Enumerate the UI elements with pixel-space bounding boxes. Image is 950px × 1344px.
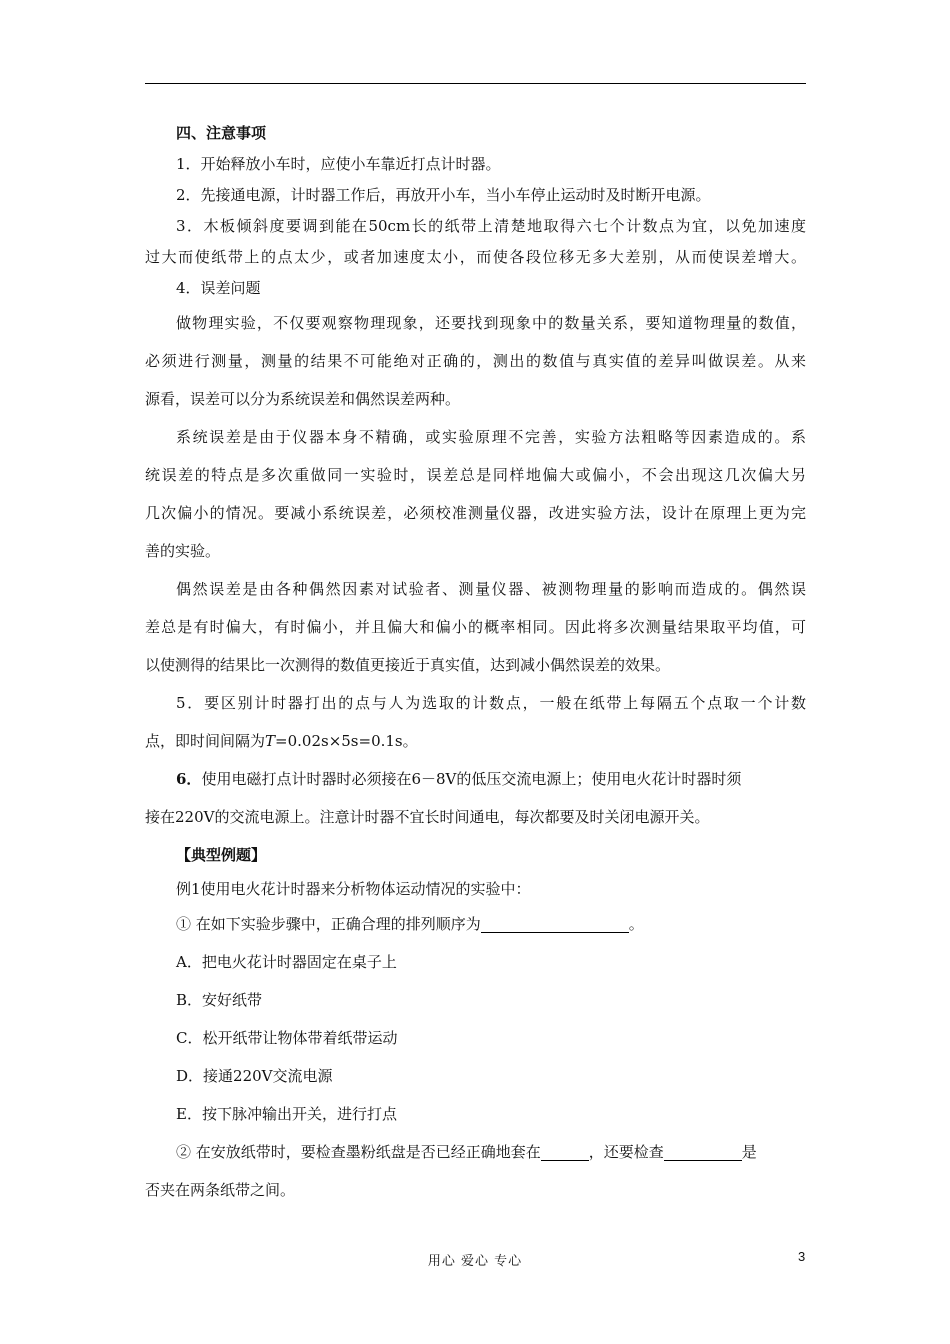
note-item-3-line-2: 过大而使纸带上的点太少，或者加速度太小，而使各段位移无多大差别，从而使误差增大。 xyxy=(145,248,806,266)
note-item-5-line-1: 5．要区别计时器打出的点与人为选取的计数点，一般在纸带上每隔五个点取一个计数 xyxy=(176,694,806,712)
header-rule xyxy=(145,83,806,84)
note-item-6-line-1 xyxy=(145,760,806,798)
note-item-5-line-2 xyxy=(145,722,806,760)
question-2-end: 是 xyxy=(741,1143,757,1161)
page-number: 3 xyxy=(798,1249,806,1264)
note-item-6-text: 使用电磁打点计时器时必须接在6－8V的低压交流电源上；使用电火花计时器时须 xyxy=(201,770,742,788)
error-paragraph-1-line-2: 必须进行测量，测量的结果不可能绝对正确的，测出的数值与真实值的差异叫做误差。从来 xyxy=(145,352,806,370)
question-2-middle: ，还要检查 xyxy=(588,1143,664,1161)
step-d: D．接通220V交流电源 xyxy=(176,1067,333,1085)
page-body xyxy=(145,118,806,1209)
note-item-6-number: 6． xyxy=(176,770,202,788)
systematic-error-line-4: 善的实验。 xyxy=(145,542,221,560)
answer-blank-order[interactable] xyxy=(481,915,629,933)
note-item-3-line-1: 3．木板倾斜度要调到能在50cm长的纸带上清楚地取得六七个计数点为宜，以免加速度 xyxy=(176,217,806,235)
answer-blank-check-item[interactable] xyxy=(664,1143,742,1161)
example-1-question-2 xyxy=(145,1133,806,1171)
systematic-error-line-3: 几次偏小的情况。要减小系统误差，必须校准测量仪器，改进实验方法，设计在原理上更为完 xyxy=(145,504,806,522)
time-interval-symbol: T xyxy=(265,732,276,750)
random-error-line-1: 偶然误差是由各种偶然因素对试验者、测量仪器、被测物理量的影响而造成的。偶然误 xyxy=(176,580,806,598)
examples-heading: 【典型例题】 xyxy=(176,846,267,864)
example-1-question-1 xyxy=(145,905,806,943)
random-error-line-3: 以使测得的结果比一次测得的数值更接近于真实值，达到减小偶然误差的效果。 xyxy=(145,656,671,674)
note-item-1: 1．开始释放小车时，应使小车靠近打点计时器。 xyxy=(176,155,501,173)
question-1-end: 。 xyxy=(628,915,644,933)
note-item-5-prefix: 点，即时间间隔为 xyxy=(145,732,266,750)
note-item-2: 2．先接通电源，计时器工作后，再放开小车，当小车停止运动时及时断开电源。 xyxy=(176,186,711,204)
random-error-line-2: 差总是有时偏大，有时偏小，并且偏大和偏小的概率相同。因此将多次测量结果取平均值，可 xyxy=(145,618,806,636)
note-item-4: 4．误差问题 xyxy=(176,279,261,297)
footer-motto: 用心 爱心 专心 xyxy=(427,1254,523,1269)
question-2-text: ② 在安放纸带时，要检查墨粉纸盘是否已经正确地套在 xyxy=(176,1143,541,1161)
step-b: B．安好纸带 xyxy=(176,991,263,1009)
question-1-text: ① 在如下实验步骤中，正确合理的排列顺序为 xyxy=(176,915,481,933)
note-item-5-formula: =0.02s×5s=0.1s。 xyxy=(275,732,418,750)
step-c: C．松开纸带让物体带着纸带运动 xyxy=(176,1029,398,1047)
systematic-error-line-1: 系统误差是由于仪器本身不精确，或实验原理不完善，实验方法粗略等因素造成的。系 xyxy=(176,428,806,446)
error-paragraph-1-line-1: 做物理实验，不仅要观察物理现象，还要找到现象中的数量关系，要知道物理量的数值， xyxy=(176,314,806,332)
step-e: E．按下脉冲输出开关，进行打点 xyxy=(176,1105,397,1123)
example-1-question-2-line-2: 否夹在两条纸带之间。 xyxy=(145,1181,296,1199)
answer-blank-position[interactable] xyxy=(541,1143,589,1161)
error-paragraph-1-line-3: 源看，误差可以分为系统误差和偶然误差两种。 xyxy=(145,390,461,408)
example-1-intro: 例1使用电火花计时器来分析物体运动情况的实验中： xyxy=(176,880,531,898)
section-heading: 四、注意事项 xyxy=(176,124,267,142)
step-a: A．把电火花计时器固定在桌子上 xyxy=(176,953,397,971)
systematic-error-line-2: 统误差的特点是多次重做同一实验时，误差总是同样地偏大或偏小，不会出现这几次偏大另 xyxy=(145,466,806,484)
note-item-6-line-2: 接在220V的交流电源上。注意计时器不宜长时间通电，每次都要及时关闭电源开关。 xyxy=(145,808,710,826)
